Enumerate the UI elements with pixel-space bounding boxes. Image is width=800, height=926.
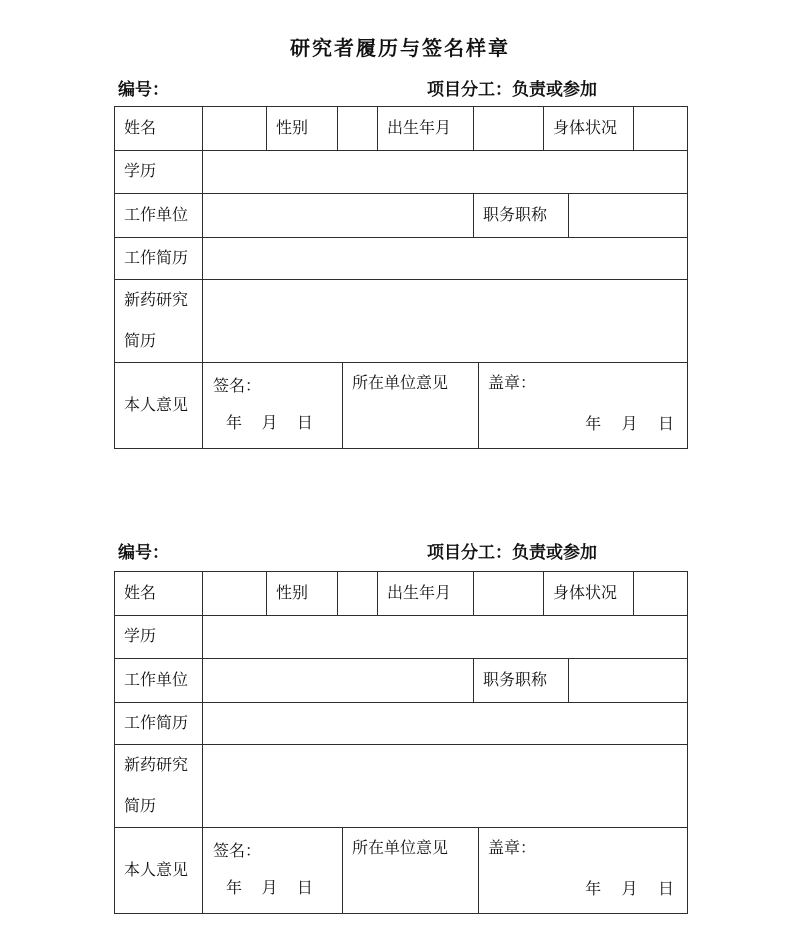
drug-research-label-line1: 新药研究 xyxy=(124,757,189,774)
seal-date-line: 年 月 日 xyxy=(585,881,674,898)
table-row-basic xyxy=(115,572,687,616)
work-resume-label: 工作简历 xyxy=(124,714,189,732)
job-title-label-cell xyxy=(474,194,569,237)
table-row-education xyxy=(115,151,687,194)
number-label: 编号： xyxy=(118,543,169,562)
name-label: 姓名 xyxy=(124,584,157,602)
birth-label: 出生年月 xyxy=(387,584,452,602)
birth-label: 出生年月 xyxy=(387,119,452,137)
project-assignment-label: 项目分工：负责或参加 xyxy=(427,80,597,99)
gender-label: 性别 xyxy=(276,119,309,137)
name-label-cell xyxy=(115,572,203,615)
self-opinion-label-cell xyxy=(115,363,203,448)
health-label: 身体状况 xyxy=(553,584,618,602)
signature-cell[interactable] xyxy=(203,363,343,448)
work-unit-input-cell[interactable] xyxy=(203,194,474,237)
name-label-cell xyxy=(115,107,203,150)
work-resume-input-cell[interactable] xyxy=(203,238,687,279)
signature-date-line: 年 月 日 xyxy=(226,415,313,432)
unit-opinion-cell[interactable] xyxy=(343,363,479,448)
job-title-label: 职务职称 xyxy=(483,206,548,224)
job-title-input-cell[interactable] xyxy=(569,194,687,237)
page-title: 研究者履历与签名样章 xyxy=(290,38,510,60)
health-input-cell[interactable] xyxy=(634,107,687,150)
seal-date-line: 年 月 日 xyxy=(585,416,674,433)
health-label-cell xyxy=(544,107,634,150)
education-label: 学历 xyxy=(124,628,157,645)
table-row-work-resume xyxy=(115,703,687,745)
table-row-work-unit xyxy=(115,194,687,238)
signature-label: 签名： xyxy=(213,843,262,860)
self-opinion-label: 本人意见 xyxy=(124,396,189,414)
drug-research-label-cell xyxy=(115,280,203,362)
name-input-cell[interactable] xyxy=(203,107,267,150)
work-unit-input-cell[interactable] xyxy=(203,659,474,702)
table-row-drug-research xyxy=(115,280,687,363)
signature-cell[interactable] xyxy=(203,828,343,913)
gender-label: 性别 xyxy=(276,584,309,602)
name-input-cell[interactable] xyxy=(203,572,267,615)
signature-label: 签名： xyxy=(213,378,262,395)
job-title-label-cell xyxy=(474,659,569,702)
birth-input-cell[interactable] xyxy=(474,572,544,615)
work-resume-label-cell xyxy=(115,238,203,279)
name-label: 姓名 xyxy=(124,119,157,137)
drug-research-input-cell[interactable] xyxy=(203,280,687,362)
gender-input-cell[interactable] xyxy=(338,107,378,150)
job-title-input-cell[interactable] xyxy=(569,659,687,702)
project-assignment-label: 项目分工：负责或参加 xyxy=(427,543,597,562)
table-row-opinion xyxy=(115,828,687,913)
work-resume-label-cell xyxy=(115,703,203,744)
education-label-cell xyxy=(115,151,203,193)
number-label: 编号： xyxy=(118,80,169,99)
table-row-education xyxy=(115,616,687,659)
table-row-opinion xyxy=(115,363,687,448)
seal-cell[interactable] xyxy=(479,363,687,448)
table-row-work-unit xyxy=(115,659,687,703)
section1-meta-line xyxy=(118,75,688,97)
drug-research-label-line2: 简历 xyxy=(124,798,157,815)
education-input-cell[interactable] xyxy=(203,151,687,193)
health-input-cell[interactable] xyxy=(634,572,687,615)
unit-opinion-label: 所在单位意见 xyxy=(352,840,449,857)
birth-label-cell xyxy=(378,572,474,615)
work-unit-label: 工作单位 xyxy=(124,671,189,689)
education-label-cell xyxy=(115,616,203,658)
resume-table-2 xyxy=(114,571,688,914)
education-label: 学历 xyxy=(124,163,157,180)
drug-research-label-line1: 新药研究 xyxy=(124,292,189,309)
table-row-basic xyxy=(115,107,687,151)
drug-research-label-line2: 简历 xyxy=(124,333,157,350)
health-label-cell xyxy=(544,572,634,615)
job-title-label: 职务职称 xyxy=(483,671,548,689)
health-label: 身体状况 xyxy=(553,119,618,137)
self-opinion-label-cell xyxy=(115,828,203,913)
drug-research-input-cell[interactable] xyxy=(203,745,687,827)
unit-opinion-cell[interactable] xyxy=(343,828,479,913)
table-row-work-resume xyxy=(115,238,687,280)
work-resume-input-cell[interactable] xyxy=(203,703,687,744)
work-resume-label: 工作简历 xyxy=(124,249,189,267)
seal-cell[interactable] xyxy=(479,828,687,913)
section2-meta-line xyxy=(118,538,688,560)
work-unit-label-cell xyxy=(115,194,203,237)
unit-opinion-label: 所在单位意见 xyxy=(352,375,449,392)
birth-label-cell xyxy=(378,107,474,150)
work-unit-label-cell xyxy=(115,659,203,702)
birth-input-cell[interactable] xyxy=(474,107,544,150)
self-opinion-label: 本人意见 xyxy=(124,861,189,879)
resume-table-1 xyxy=(114,106,688,449)
work-unit-label: 工作单位 xyxy=(124,206,189,224)
signature-date-line: 年 月 日 xyxy=(226,880,313,897)
education-input-cell[interactable] xyxy=(203,616,687,658)
table-row-drug-research xyxy=(115,745,687,828)
gender-label-cell xyxy=(267,107,338,150)
gender-input-cell[interactable] xyxy=(338,572,378,615)
drug-research-label-cell xyxy=(115,745,203,827)
seal-label: 盖章： xyxy=(488,375,537,392)
gender-label-cell xyxy=(267,572,338,615)
seal-label: 盖章： xyxy=(488,840,537,857)
